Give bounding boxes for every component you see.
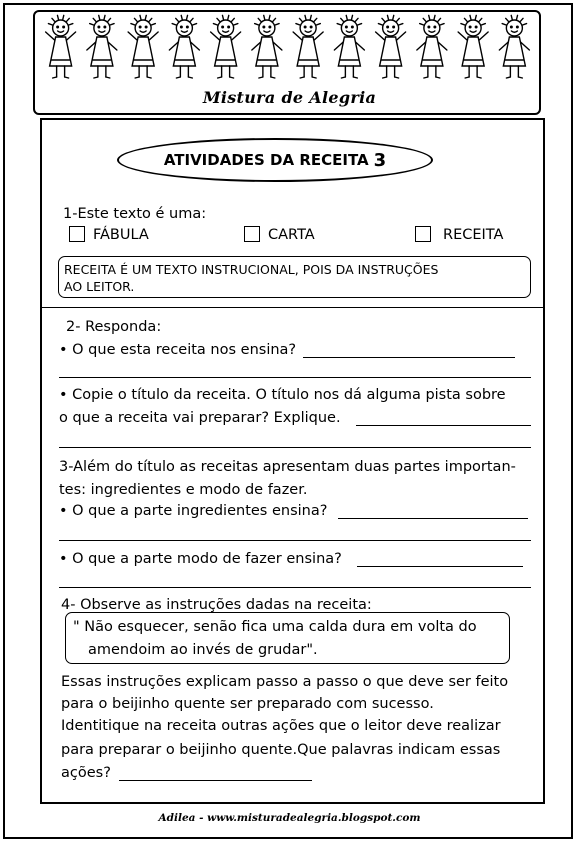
child-figure	[46, 15, 76, 78]
brand-title: Mistura de Alegria	[202, 88, 377, 107]
q1-answer-line2: AO LEITOR.	[64, 279, 135, 294]
section-divider	[41, 307, 544, 308]
cartoon-children-row	[40, 14, 535, 84]
q4-heading: 4- Observe as instruções dadas na receita:	[61, 597, 372, 613]
checkbox-carta[interactable]	[244, 226, 260, 242]
q2-question-b-line2: o que a receita vai preparar? Explique.	[59, 410, 341, 426]
answer-line[interactable]	[59, 587, 531, 588]
answer-line[interactable]	[59, 540, 531, 541]
checkbox-fabula[interactable]	[69, 226, 85, 242]
q3-intro-line2: tes: ingredientes e modo de fazer.	[59, 482, 308, 498]
q3-question-a: • O que a parte ingredientes ensina?	[59, 503, 328, 519]
checkbox-receita[interactable]	[415, 226, 431, 242]
child-figure	[334, 15, 364, 78]
q2-heading: 2- Responda:	[66, 319, 162, 335]
quote-line1: " Não esquecer, senão fica uma calda dura em volta do	[73, 619, 477, 635]
option-receita-label: RECEITA	[443, 227, 504, 243]
q2-question-b-line1: • Copie o título da receita. O título nos dá alguma pista sobre	[59, 387, 506, 403]
worksheet-title-text: ATIVIDADES DA RECEITA	[163, 151, 369, 169]
answer-line[interactable]	[338, 518, 528, 519]
quote-line2: amendoim ao invés de grudar".	[88, 642, 318, 658]
answer-line[interactable]	[119, 780, 312, 781]
worksheet-title	[117, 138, 433, 182]
q4-text-line2: para o beijinho quente ser preparado com sucesso.	[61, 696, 434, 712]
footer-credit: Adilea - www.misturadealegria.blogspot.com	[158, 812, 421, 824]
child-figure	[211, 15, 241, 78]
child-figure	[458, 15, 488, 78]
child-figure	[499, 15, 529, 78]
q2-question-a: • O que esta receita nos ensina?	[59, 342, 297, 358]
child-figure	[293, 15, 323, 78]
q4-text-line3: Identitique na receita outras ações que o leitor deve realizar	[61, 718, 501, 734]
child-figure	[376, 15, 406, 78]
q1-prompt: 1-Este texto é uma:	[63, 206, 207, 222]
child-figure	[252, 15, 282, 78]
option-fabula-label: FÁBULA	[93, 227, 149, 243]
answer-line[interactable]	[303, 357, 515, 358]
child-figure	[87, 15, 117, 78]
answer-line[interactable]	[357, 566, 523, 567]
q1-answer-box	[58, 256, 531, 298]
q3-question-b: • O que a parte modo de fazer ensina?	[59, 551, 342, 567]
q4-text-line4: para preparar o beijinho quente.Que palavras indicam essas	[61, 742, 501, 758]
q4-text-line5: ações?	[61, 765, 111, 781]
answer-line[interactable]	[59, 447, 531, 448]
child-figure	[128, 15, 158, 78]
worksheet-title-number: 3	[373, 149, 387, 171]
child-figure	[169, 15, 199, 78]
q1-answer-line1: RECEITA É UM TEXTO INSTRUCIONAL, POIS DA INSTRUÇÕES	[64, 262, 439, 277]
child-figure	[417, 15, 447, 78]
q3-intro-line1: 3-Além do título as receitas apresentam duas partes importan-	[59, 459, 516, 475]
answer-line[interactable]	[59, 377, 531, 378]
option-carta-label: CARTA	[268, 227, 315, 243]
q4-text-line1: Essas instruções explicam passo a passo o que deve ser feito	[61, 674, 509, 690]
answer-line[interactable]	[356, 425, 531, 426]
